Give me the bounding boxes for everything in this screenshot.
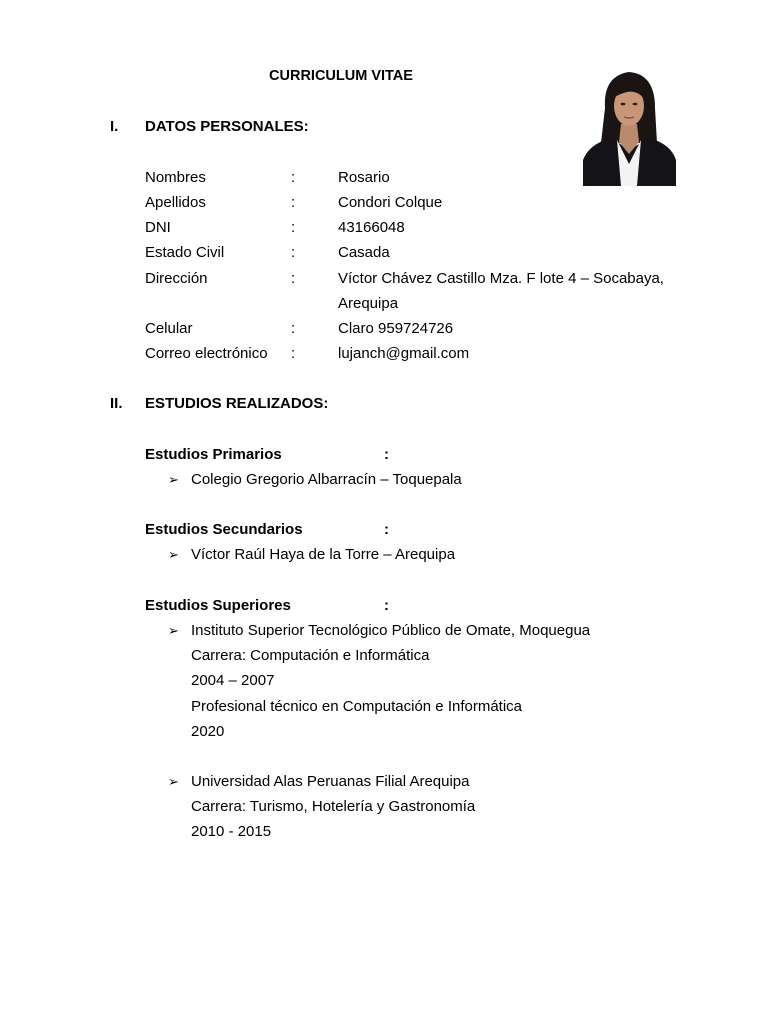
field-value: 43166048 bbox=[338, 219, 405, 236]
field-value: Víctor Chávez Castillo Mza. F lote 4 – Socabaya, bbox=[338, 270, 664, 287]
subheading-separator: : bbox=[384, 521, 389, 538]
field-value: Rosario bbox=[338, 169, 390, 186]
subheading-higher-studies: Estudios Superiores bbox=[145, 597, 291, 614]
field-label: DNI bbox=[145, 219, 171, 236]
field-separator: : bbox=[291, 169, 296, 186]
arrow-bullet-icon: ➢ bbox=[168, 774, 179, 789]
subheading-separator: : bbox=[384, 597, 389, 614]
field-label: Celular bbox=[145, 320, 193, 337]
arrow-bullet-icon: ➢ bbox=[168, 472, 179, 487]
list-item: Colegio Gregorio Albarracín – Toquepala bbox=[191, 471, 462, 488]
section-title-studies: ESTUDIOS REALIZADOS: bbox=[145, 395, 329, 412]
section-title-personal-data: DATOS PERSONALES: bbox=[145, 118, 309, 135]
section-number-2: II. bbox=[110, 395, 123, 412]
subheading-secondary-studies: Estudios Secundarios bbox=[145, 521, 303, 538]
section-number-1: I. bbox=[110, 118, 119, 135]
arrow-bullet-icon: ➢ bbox=[168, 547, 179, 562]
document-title: CURRICULUM VITAE bbox=[269, 68, 413, 84]
institution-name: Instituto Superior Tecnológico Público de Omate, Moquegua bbox=[191, 622, 591, 639]
field-separator: : bbox=[291, 320, 296, 337]
field-label: Correo electrónico bbox=[145, 345, 268, 362]
field-separator: : bbox=[291, 194, 296, 211]
field-separator: : bbox=[291, 345, 296, 362]
profile-photo bbox=[583, 68, 676, 186]
field-value: Condori Colque bbox=[338, 194, 443, 211]
field-value-continued: Arequipa bbox=[338, 295, 399, 312]
degree-line: Profesional técnico en Computación e Informática bbox=[191, 698, 523, 715]
field-separator: : bbox=[291, 219, 296, 236]
field-separator: : bbox=[291, 244, 296, 261]
period-line: 2004 – 2007 bbox=[191, 672, 275, 689]
field-value-email: lujanch@gmail.com bbox=[338, 345, 470, 362]
institution-name: Universidad Alas Peruanas Filial Arequipa bbox=[191, 773, 470, 790]
career-line: Carrera: Computación e Informática bbox=[191, 647, 430, 664]
field-label: Estado Civil bbox=[145, 244, 225, 261]
profile-photo-image bbox=[583, 68, 676, 186]
field-label: Apellidos bbox=[145, 194, 206, 211]
field-separator: : bbox=[291, 270, 296, 287]
year-line: 2020 bbox=[191, 723, 225, 740]
subheading-primary-studies: Estudios Primarios bbox=[145, 446, 282, 463]
arrow-bullet-icon: ➢ bbox=[168, 623, 179, 638]
career-line: Carrera: Turismo, Hotelería y Gastronomía bbox=[191, 798, 476, 815]
period-line: 2010 - 2015 bbox=[191, 823, 272, 840]
subheading-separator: : bbox=[384, 446, 389, 463]
field-label: Nombres bbox=[145, 169, 206, 186]
field-label: Dirección bbox=[145, 270, 208, 287]
list-item: Víctor Raúl Haya de la Torre – Arequipa bbox=[191, 546, 456, 563]
field-value: Casada bbox=[338, 244, 390, 261]
field-value: Claro 959724726 bbox=[338, 320, 454, 337]
